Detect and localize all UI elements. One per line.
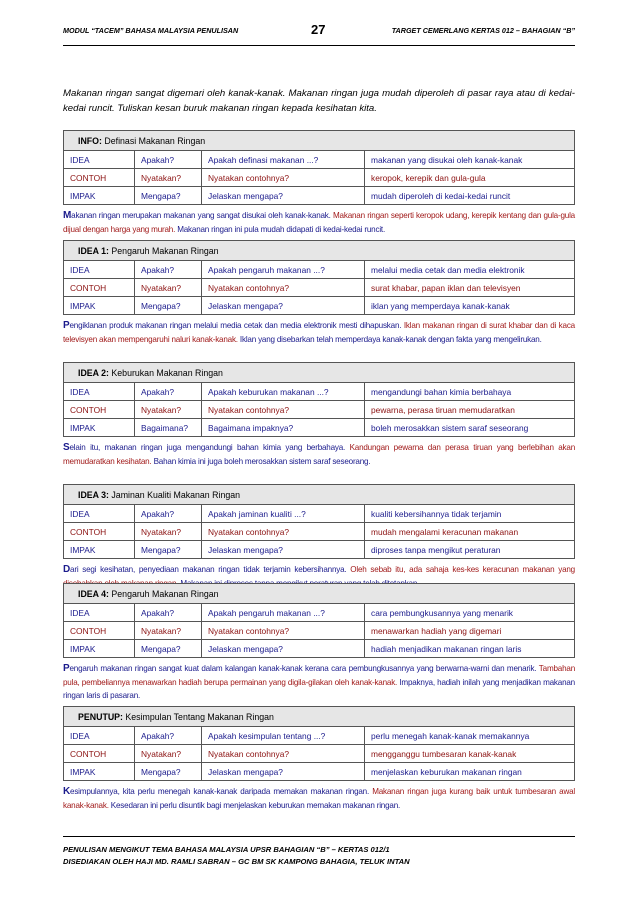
table-cell: Nyatakan contohnya? [202,622,365,640]
paragraph-example: Kandungan pewarna dan perasa tiruan yang berlebihan akan memudaratkan kesihatan. [63,443,575,466]
idea-table [63,484,575,559]
table-cell: Jelaskan mengapa? [202,187,365,205]
essay-paragraph [63,319,575,346]
table-cell: Apakah? [135,727,202,745]
table-row [64,169,575,187]
header-right-title: TARGET CEMERLANG KERTAS 012 – BAHAGIAN “B” [391,26,575,35]
table-row [64,541,575,559]
table-cell: IDEA [64,383,135,401]
idea-table [63,240,575,315]
table-cell: Mengapa? [135,187,202,205]
table-title-text: Pengaruh Makanan Ringan [108,245,219,256]
table-cell: Mengapa? [135,541,202,559]
table-cell: Jelaskan mengapa? [202,763,365,781]
table-title-text: Definasi Makanan Ringan [101,135,206,146]
table-row [64,151,575,169]
paragraph-main-point: engiklanan produk makanan ringan melalui media cetak dan media elektronik mesti dihapuskan. [69,321,404,330]
section-block [63,583,575,703]
table-cell: mudah diperoleh di kedai-kedai runcit [365,187,575,205]
table-cell: kualiti kebersihannya tidak terjamin [365,505,575,523]
table-title-label: PENUTUP: [78,711,123,722]
drop-letter: D [63,564,71,575]
table-title [64,131,575,151]
table-cell: IMPAK [64,297,135,315]
table-cell: Apakah jaminan kualiti ...? [202,505,365,523]
drop-letter: S [63,442,70,453]
page-footer [63,844,575,868]
section-block [63,706,575,812]
table-cell: Bagaimana? [135,419,202,437]
table-cell: makanan yang disukai oleh kanak-kanak [365,151,575,169]
footer-line-1: PENULISAN MENGIKUT TEMA BAHASA MALAYSIA UPSR BAHAGIAN “B” – KERTAS 012/1 [63,845,390,854]
table-cell: Apakah? [135,505,202,523]
paragraph-example: Makanan ringan seperti keropok udang, kerepik kentang dan gula-gula dijual dengan harga yang murah. [63,211,575,234]
table-title [64,707,575,727]
table-cell: menawarkan hadiah yang digemari [365,622,575,640]
section-block [63,130,575,236]
table-cell: Apakah? [135,383,202,401]
table-cell: boleh merosakkan sistem saraf seseorang [365,419,575,437]
table-row [64,523,575,541]
table-row [64,505,575,523]
table-title-row [64,131,575,151]
paragraph-example: Iklan makanan ringan di surat khabar dan di kaca televisyen akan mempengaruhi naluri kanak-kanak. [63,321,575,344]
section-block [63,484,575,590]
table-cell: IDEA [64,604,135,622]
footer-line-2: DISEDIAKAN OLEH HAJI MD. RAMLI SABRAN – GC BM SK KAMPONG BAHAGIA, TELUK INTAN [63,857,410,866]
table-row [64,622,575,640]
essay-paragraph [63,785,575,812]
table-cell: hadiah menjadikan makanan ringan laris [365,640,575,658]
table-cell: cara pembungkusannya yang menarik [365,604,575,622]
paragraph-impact: Impaknya, hadiah inilah yang menjadikan makanan ringan laris di pasaran. [63,677,575,700]
idea-table [63,362,575,437]
table-title-row [64,584,575,604]
table-title-row [64,363,575,383]
table-cell: iklan yang memperdaya kanak-kanak [365,297,575,315]
table-cell: Nyatakan? [135,745,202,763]
table-title-label: INFO: [78,135,102,146]
table-cell: Nyatakan contohnya? [202,523,365,541]
footer-divider [63,836,575,837]
table-cell: Mengapa? [135,640,202,658]
table-row [64,401,575,419]
table-cell: CONTOH [64,401,135,419]
table-cell: Nyatakan contohnya? [202,401,365,419]
paragraph-main-point: akanan ringan merupakan makanan yang sangat disukai oleh kanak-kanak. [71,211,334,220]
table-row [64,187,575,205]
paragraph-example: Makanan ringan juga kurang baik untuk tumbesaran awal kanak-kanak. [63,787,575,810]
table-cell: Apakah? [135,261,202,279]
table-cell: Mengapa? [135,297,202,315]
header-divider [63,45,575,46]
paragraph-impact: Kesedaran ini perlu disuntik bagi menjelaskan keburukan memakan makanan ringan. [110,800,401,810]
table-title-row [64,241,575,261]
drop-letter: P [63,320,70,331]
table-cell: Jelaskan mengapa? [202,541,365,559]
header-left-title: MODUL “TACEM” BAHASA MALAYSIA PENULISAN [63,26,239,35]
table-cell: Apakah? [135,604,202,622]
table-cell: IMPAK [64,419,135,437]
table-cell: CONTOH [64,523,135,541]
table-cell: mengganggu tumbesaran kanak-kanak [365,745,575,763]
table-title [64,485,575,505]
table-title [64,363,575,383]
table-cell: IMPAK [64,187,135,205]
paragraph-example: Tambahan pula, pembeliannya menawarkan hadiah berupa permainan yang digila-gilakan oleh kanak-kanak. [63,664,575,687]
table-cell: IDEA [64,727,135,745]
table-cell: perlu menegah kanak-kanak memakannya [365,727,575,745]
table-cell: Nyatakan? [135,622,202,640]
table-cell: keropok, kerepik dan gula-gula [365,169,575,187]
table-title-label: IDEA 2: [78,367,109,378]
table-cell: melalui media cetak dan media elektronik [365,261,575,279]
table-title-label: IDEA 3: [78,489,109,500]
paragraph-impact: Bahan kimia ini juga boleh merosakkan sistem saraf seseorang. [153,456,371,466]
table-row [64,297,575,315]
drop-letter: K [63,786,71,797]
paragraph-main-point: engaruh makanan ringan sangat kuat dalam kalangan kanak-kanak kerana cara pembungkusannya yang berwarna-warni dan menarik. [69,664,539,673]
section-block [63,240,575,346]
table-cell: mengandungi bahan kimia berbahaya [365,383,575,401]
paragraph-impact: Iklan yang disebarkan telah memperdaya kanak-kanak dengan fakta yang mengelirukan. [239,334,542,344]
drop-letter: P [63,663,70,674]
table-cell: CONTOH [64,622,135,640]
table-cell: Mengapa? [135,763,202,781]
table-title [64,241,575,261]
table-title-text: Kesimpulan Tentang Makanan Ringan [122,711,274,722]
table-cell: mudah mengalami keracunan makanan [365,523,575,541]
table-cell: Apakah definasi makanan ...? [202,151,365,169]
paragraph-main-point: ari segi kesihatan, penyediaan makanan ringan tidak terjamin kebersihannya. [70,565,351,574]
table-cell: Bagaimana impaknya? [202,419,365,437]
idea-table [63,583,575,658]
table-cell: Apakah keburukan makanan ...? [202,383,365,401]
page-number: 27 [311,22,326,37]
table-cell: IDEA [64,261,135,279]
page-header [63,22,575,44]
table-cell: IMPAK [64,640,135,658]
table-row [64,383,575,401]
table-cell: Apakah kesimpulan tentang ...? [202,727,365,745]
paragraph-main-point: elain itu, makanan ringan juga mengandungi bahan kimia yang berbahaya. [69,443,350,452]
table-cell: Nyatakan contohnya? [202,169,365,187]
table-title-label: IDEA 4: [78,588,109,599]
table-title [64,584,575,604]
idea-table [63,130,575,205]
table-row [64,419,575,437]
paragraph-impact: Makanan ringan ini pula mudah didapati di kedai-kedai runcit. [177,224,386,234]
table-cell: Nyatakan? [135,523,202,541]
table-title-label: IDEA 1: [78,245,109,256]
table-title-row [64,707,575,727]
paragraph-example: Oleh sebab itu, ada sahaja kes-kes keracunan makanan yang [350,565,575,574]
table-cell: Apakah? [135,151,202,169]
essay-paragraph [63,662,575,703]
table-cell: Nyatakan contohnya? [202,745,365,763]
table-cell: pewarna, perasa tiruan memudaratkan [365,401,575,419]
table-cell: Nyatakan? [135,401,202,419]
table-title-text: Jaminan Kualiti Makanan Ringan [108,489,241,500]
table-row [64,640,575,658]
table-cell: surat khabar, papan iklan dan televisyen [365,279,575,297]
table-cell: IDEA [64,505,135,523]
table-cell: CONTOH [64,279,135,297]
table-title-row [64,485,575,505]
table-cell: IMPAK [64,763,135,781]
table-row [64,745,575,763]
essay-paragraph [63,441,575,468]
idea-table [63,706,575,781]
table-row [64,604,575,622]
table-row [64,727,575,745]
table-cell: Nyatakan? [135,279,202,297]
table-cell: Apakah pengaruh makanan ...? [202,261,365,279]
table-cell: IDEA [64,151,135,169]
table-row [64,261,575,279]
table-row [64,763,575,781]
table-cell: CONTOH [64,745,135,763]
table-cell: Apakah pengaruh makanan ...? [202,604,365,622]
table-cell: Nyatakan contohnya? [202,279,365,297]
section-block [63,362,575,468]
essay-paragraph [63,209,575,236]
table-row [64,279,575,297]
table-cell: Nyatakan? [135,169,202,187]
table-title-text: Keburukan Makanan Ringan [108,367,223,378]
table-cell: diproses tanpa mengikut peraturan [365,541,575,559]
table-cell: menjelaskan keburukan makanan ringan [365,763,575,781]
table-cell: IMPAK [64,541,135,559]
table-cell: CONTOH [64,169,135,187]
question-intro: Makanan ringan sangat digemari oleh kanak-kanak. Makanan ringan juga mudah diperoleh di pasar raya atau di kedai-kedai runcit. Tuliskan kesan buruk makanan ringan kepada kesihatan kita. [63,88,575,114]
drop-letter: M [63,210,72,221]
paragraph-main-point: esimpulannya, kita perlu menegah kanak-kanak daripada memakan makanan ringan. [70,787,373,796]
table-cell: Jelaskan mengapa? [202,640,365,658]
table-title-text: Pengaruh Makanan Ringan [108,588,219,599]
table-cell: Jelaskan mengapa? [202,297,365,315]
